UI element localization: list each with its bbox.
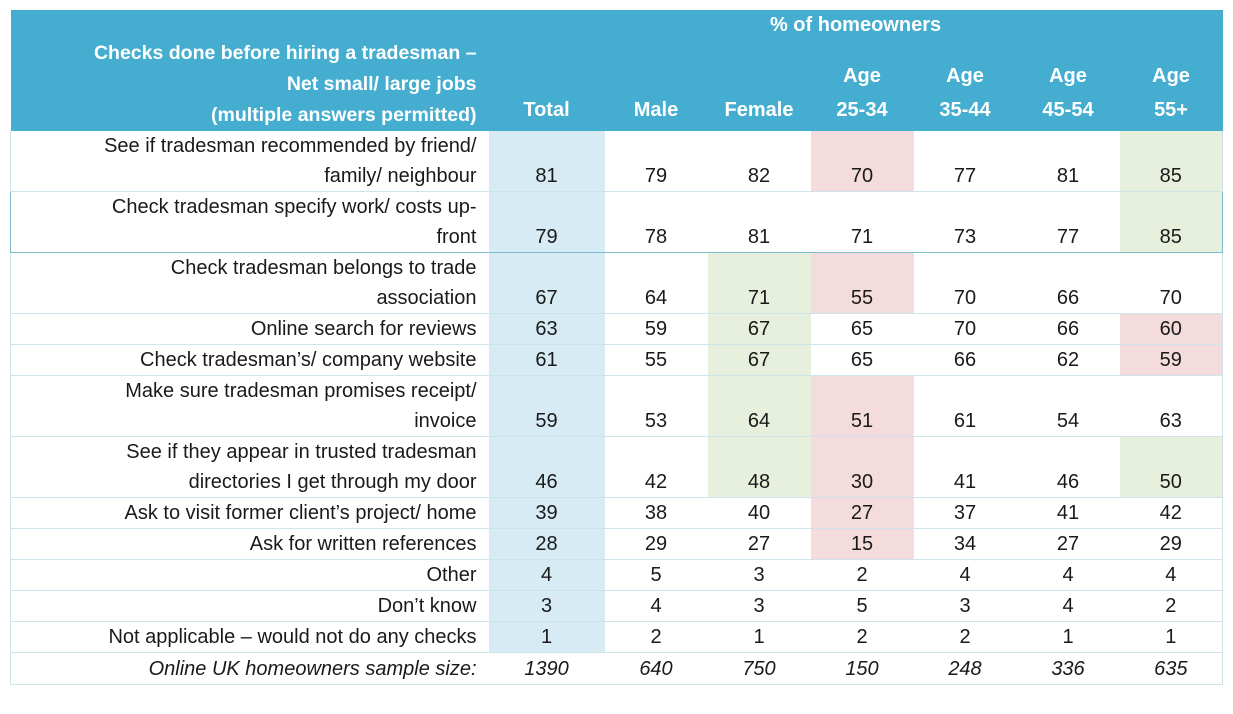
data-cell: 29 (605, 529, 708, 560)
data-cell: 67 (708, 345, 811, 376)
row-label (11, 529, 489, 560)
column-header (1017, 48, 1120, 131)
data-cell: 71 (811, 192, 914, 253)
row-label-line: Make sure tradesman promises receipt/ (125, 380, 477, 402)
data-cell: 39 (489, 498, 605, 529)
data-cell: 73 (914, 192, 1017, 253)
data-cell: 85 (1120, 192, 1223, 253)
table-title-line: (multiple answers permitted) (211, 104, 477, 126)
row-label (11, 498, 489, 529)
column-header-line2: 55+ (1154, 99, 1188, 121)
data-table-container (10, 10, 1220, 685)
column-header-line1 (489, 59, 605, 93)
data-cell: 65 (811, 314, 914, 345)
column-header (1120, 48, 1223, 131)
data-cell: 62 (1017, 345, 1120, 376)
row-label-line: Check tradesman specify work/ costs up- (111, 196, 477, 218)
data-cell: 27 (708, 529, 811, 560)
data-cell: 51 (811, 376, 914, 437)
data-cell: 59 (605, 314, 708, 345)
data-cell: 67 (489, 253, 605, 314)
data-cell: 1 (489, 622, 605, 653)
data-cell: 1 (708, 622, 811, 653)
table-row (11, 345, 1223, 376)
sample-size-cell: 750 (708, 653, 811, 685)
row-label (11, 131, 489, 192)
row-label (11, 192, 489, 253)
data-cell: 79 (489, 192, 605, 253)
column-header-line2: 35-44 (939, 99, 991, 121)
data-cell: 66 (914, 345, 1017, 376)
data-cell: 42 (605, 437, 708, 498)
row-label-line: Ask to visit former client’s project/ home (124, 502, 477, 524)
table-row (11, 622, 1223, 653)
row-label (11, 376, 489, 437)
data-cell: 4 (1120, 560, 1223, 591)
data-cell: 5 (605, 560, 708, 591)
row-label-line: front (436, 226, 477, 248)
data-cell: 4 (914, 560, 1017, 591)
table-row (11, 314, 1223, 345)
data-cell: 29 (1120, 529, 1223, 560)
sample-size-cell: 336 (1017, 653, 1120, 685)
data-cell: 79 (605, 131, 708, 192)
data-cell: 46 (489, 437, 605, 498)
data-cell: 3 (708, 591, 811, 622)
row-label (11, 345, 489, 376)
data-cell: 3 (914, 591, 1017, 622)
table-title (11, 10, 489, 131)
row-label-line: Online search for reviews (250, 318, 477, 340)
data-cell: 70 (811, 131, 914, 192)
data-cell: 70 (1120, 253, 1223, 314)
row-label-line: Check tradesman’s/ company website (140, 349, 477, 371)
row-label (11, 314, 489, 345)
data-cell: 2 (914, 622, 1017, 653)
data-cell: 4 (489, 560, 605, 591)
data-cell: 41 (914, 437, 1017, 498)
data-cell: 15 (811, 529, 914, 560)
row-label-line: Don’t know (377, 595, 477, 617)
column-header (605, 48, 708, 131)
data-cell: 1 (1017, 622, 1120, 653)
data-cell: 1 (1120, 622, 1223, 653)
data-cell: 27 (1017, 529, 1120, 560)
data-cell: 4 (1017, 560, 1120, 591)
data-cell: 48 (708, 437, 811, 498)
data-cell: 61 (489, 345, 605, 376)
data-cell: 64 (605, 253, 708, 314)
table-title-line: Checks done before hiring a tradesman – (93, 42, 477, 64)
column-header-line1 (605, 59, 708, 93)
data-cell: 28 (489, 529, 605, 560)
data-cell: 81 (489, 131, 605, 192)
data-cell: 42 (1120, 498, 1223, 529)
row-label-line: directories I get through my door (188, 471, 477, 493)
row-label-line: Ask for written references (249, 533, 477, 555)
row-label-line: Other (426, 564, 477, 586)
data-cell: 64 (708, 376, 811, 437)
data-cell: 41 (1017, 498, 1120, 529)
data-cell: 66 (1017, 253, 1120, 314)
data-cell: 53 (605, 376, 708, 437)
data-cell: 66 (1017, 314, 1120, 345)
sample-size-cell: 640 (605, 653, 708, 685)
data-cell: 81 (708, 192, 811, 253)
data-cell: 46 (1017, 437, 1120, 498)
column-header-line2: Total (523, 99, 570, 121)
sample-size-cell: 248 (914, 653, 1017, 685)
table-row (11, 529, 1223, 560)
data-cell: 61 (914, 376, 1017, 437)
sample-size-row (11, 653, 1223, 685)
column-header (708, 48, 811, 131)
data-cell: 37 (914, 498, 1017, 529)
data-cell: 40 (708, 498, 811, 529)
table-row (11, 560, 1223, 591)
row-label-line: Check tradesman belongs to trade (170, 257, 477, 279)
row-label-line: invoice (414, 410, 477, 432)
data-cell: 63 (489, 314, 605, 345)
data-cell: 2 (811, 560, 914, 591)
data-cell: 70 (914, 253, 1017, 314)
data-cell: 2 (1120, 591, 1223, 622)
column-header-line1: Age (1049, 65, 1087, 87)
data-cell: 2 (605, 622, 708, 653)
column-header-line1: Age (843, 65, 881, 87)
table-title-line: Net small/ large jobs (286, 73, 477, 95)
row-label (11, 591, 489, 622)
data-cell: 55 (811, 253, 914, 314)
column-header-line2: 45-54 (1042, 99, 1094, 121)
data-cell: 60 (1120, 314, 1223, 345)
table-row (11, 253, 1223, 314)
data-cell: 65 (811, 345, 914, 376)
table-row (11, 131, 1223, 192)
data-cell: 70 (914, 314, 1017, 345)
data-cell: 50 (1120, 437, 1223, 498)
data-cell: 38 (605, 498, 708, 529)
data-cell: 2 (811, 622, 914, 653)
row-label-line: family/ neighbour (324, 165, 477, 187)
data-cell: 54 (1017, 376, 1120, 437)
data-cell: 59 (489, 376, 605, 437)
column-header (914, 48, 1017, 131)
row-label (11, 437, 489, 498)
data-cell: 77 (1017, 192, 1120, 253)
column-header-line2: 25-34 (836, 99, 888, 121)
table-row (11, 437, 1223, 498)
data-cell: 67 (708, 314, 811, 345)
column-header-line1 (708, 59, 811, 93)
row-label-line: Not applicable – would not do any checks (108, 626, 477, 648)
column-header-line1: Age (946, 65, 984, 87)
row-label (11, 253, 489, 314)
table-row (11, 498, 1223, 529)
data-cell: 59 (1120, 345, 1223, 376)
column-header-line2: Female (724, 99, 794, 121)
sample-size-label: Online UK homeowners sample size: (11, 653, 489, 685)
data-cell: 5 (811, 591, 914, 622)
table-row (11, 591, 1223, 622)
row-label (11, 560, 489, 591)
data-cell: 77 (914, 131, 1017, 192)
row-label-line: See if they appear in trusted tradesman (126, 441, 477, 463)
table-row (11, 376, 1223, 437)
data-cell: 55 (605, 345, 708, 376)
sample-size-cell: 635 (1120, 653, 1223, 685)
column-header-line2: Male (633, 99, 679, 121)
data-cell: 85 (1120, 131, 1223, 192)
data-cell: 81 (1017, 131, 1120, 192)
data-cell: 3 (708, 560, 811, 591)
data-cell: 3 (489, 591, 605, 622)
data-cell: 78 (605, 192, 708, 253)
column-header-line1: Age (1152, 65, 1190, 87)
column-header (489, 48, 605, 131)
data-cell: 4 (605, 591, 708, 622)
row-label-line: See if tradesman recommended by friend/ (104, 135, 477, 157)
sample-size-cell: 1390 (489, 653, 605, 685)
table-row (11, 192, 1223, 253)
data-cell: 27 (811, 498, 914, 529)
row-label-line: association (376, 287, 477, 309)
column-header (811, 48, 914, 131)
row-label (11, 622, 489, 653)
sample-size-cell: 150 (811, 653, 914, 685)
data-cell: 30 (811, 437, 914, 498)
data-cell: 71 (708, 253, 811, 314)
data-cell: 63 (1120, 376, 1223, 437)
data-cell: 4 (1017, 591, 1120, 622)
data-table (10, 10, 1223, 685)
data-cell: 82 (708, 131, 811, 192)
data-cell: 34 (914, 529, 1017, 560)
super-header: % of homeowners (489, 10, 1223, 48)
